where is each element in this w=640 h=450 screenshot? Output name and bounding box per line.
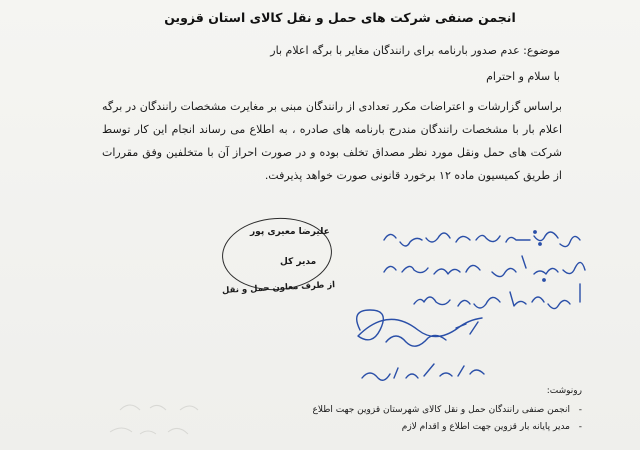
stamp-org: از طرف معاون حمل و نقل <box>221 280 336 296</box>
cc-list <box>242 402 582 436</box>
cc-item: - مدیر پایانه بار قزوین جهت اطلاع و اقدام لازم <box>242 419 582 436</box>
letter-greeting: با سلام و احترام <box>486 70 560 83</box>
cc-item: - انجمن صنفی رانندگان حمل و نقل کالای شهرستان قزوین جهت اطلاع <box>242 402 582 419</box>
stamp-role: مدیر کل <box>280 257 317 267</box>
handwritten-note <box>330 210 620 390</box>
stamp-name: علیرضا معیری پور <box>250 227 330 237</box>
letter-subject: موضوع: عدم صدور بارنامه برای رانندگان مغایر با برگه اعلام بار <box>270 44 560 57</box>
letter-title: انجمن صنفی شرکت های حمل و نقل کالای استان قزوین <box>164 10 516 25</box>
cc-heading: رونوشت: <box>546 386 582 396</box>
letter-body: براساس گزارشات و اعتراضات مکرر تعدادی از رانندگان مبنی بر مغایرت مشخصات رانندگان در برگه اعلام بار با مشخصات رانندگان مندرج بارنامه های صادره ، به اطلاع می رساند انجام این کار توسط شرکت های حمل ونقل مورد نظر مصداق تخلف بوده و در صورت احراز آن با متخلفین وفق مقررات از طریق کمیسیون ماده ۱۲ برخورد قانونی صورت خواهد پذیرفت. <box>102 100 562 182</box>
